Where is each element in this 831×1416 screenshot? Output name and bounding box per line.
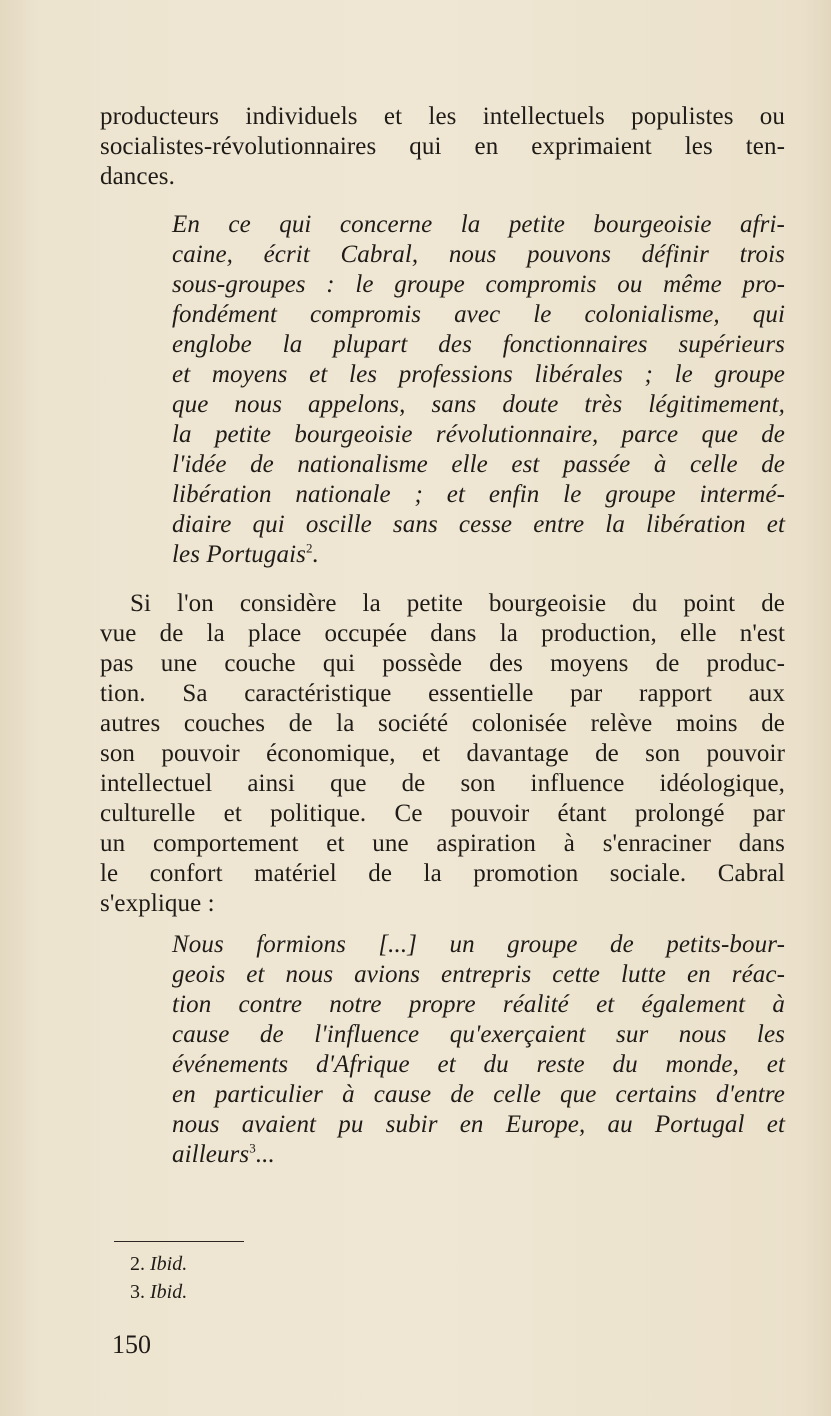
paragraph-2-line: un comportement et une aspiration à s'enraciner dans [100,830,785,857]
quote-1-line: et moyens et les professions libérales ; le groupe [172,361,785,388]
footnote-ref-2[interactable]: 2 [305,540,313,556]
paragraph-2-line: tion. Sa caractéristique essentielle par rapport aux [100,680,785,707]
paragraph-2-line: autres couches de la société colonisée relève moins de [100,710,785,737]
quote-2-line: événements d'Afrique et du reste du monde, et [172,1051,785,1078]
footnote-number: 3. [130,1281,145,1303]
quote-1-line: englobe la plupart des fonctionnaires supérieurs [172,331,785,358]
footnote-ref-3[interactable]: 3 [249,1140,256,1156]
footnote-divider [114,1241,244,1242]
quote-1-line: que nous appelons, sans doute très légitimement, [172,391,785,418]
quote-2-line: tion contre notre propre réalité et également à [172,991,785,1018]
paragraph-2-line: culturelle et politique. Ce pouvoir étant prolongé par [100,800,785,827]
quote-2-end: ... [255,1141,275,1168]
footnote-3 [130,1278,187,1306]
paragraph-2-line: vue de la place occupée dans la production, elle n'est [100,620,785,647]
paragraph-2-line: son pouvoir économique, et davantage de son pouvoir [100,740,785,767]
quote-2-line: nous avaient pu subir en Europe, au Portugal et [172,1111,785,1138]
paragraph-2-line: s'explique : [100,890,215,917]
paragraph-1-line: dances. [100,163,175,190]
quote-1-line: diaire qui oscille sans cesse entre la libération et [172,511,785,538]
paragraph-2-line: intellectuel ainsi que de son influence idéologique, [100,770,785,797]
quote-1-line: En ce qui concerne la petite bourgeoisie afri- [172,211,785,238]
footnote-number: 2. [130,1253,145,1275]
footnote-text: Ibid. [150,1253,188,1275]
quote-2-last-line [172,1140,785,1170]
paragraph-1-line: producteurs individuels et les intellectuels populistes ou [100,103,785,130]
footnote-2 [130,1250,187,1278]
quote-2-line: cause de l'influence qu'exerçaient sur nous les [172,1021,785,1048]
footnotes [130,1250,187,1306]
paragraph-2-line: le confort matériel de la promotion sociale. Cabral [100,860,785,887]
paragraph-1 [100,102,785,192]
paragraph-2 [100,589,785,919]
quote-1-line: la petite bourgeoisie révolutionnaire, parce que de [172,421,785,448]
paragraph-2-line: Si l'on considère la petite bourgeoisie du point de [130,590,785,617]
page-number: 150 [112,1330,151,1359]
quote-1 [172,210,785,570]
footnote-text: Ibid. [150,1281,188,1303]
paragraph-1-line: socialistes-révolutionnaires qui en exprimaient les ten- [100,133,785,160]
paragraph-2-line: pas une couche qui possède des moyens de produc- [100,650,785,677]
quote-1-end: . [312,541,319,568]
quote-2-line: en particulier à cause de celle que certains d'entre [172,1081,785,1108]
quote-1-line: les Portugais [172,541,306,568]
quote-2-line: ailleurs [172,1141,250,1168]
quote-1-line: sous-groupes : le groupe compromis ou même pro- [172,271,785,298]
quote-2-line: Nous formions [...] un groupe de petits-bour- [172,931,785,958]
quote-1-last-line [172,540,785,570]
quote-1-line: l'idée de nationalisme elle est passée à celle de [172,451,785,478]
quote-1-line: libération nationale ; et enfin le groupe intermé- [172,481,785,508]
quote-1-line: caine, écrit Cabral, nous pouvons définir trois [172,241,785,268]
quote-1-line: fondément compromis avec le colonialisme, qui [172,301,785,328]
quote-2-line: geois et nous avions entrepris cette lutte en réac- [172,961,785,988]
quote-2 [172,930,785,1170]
